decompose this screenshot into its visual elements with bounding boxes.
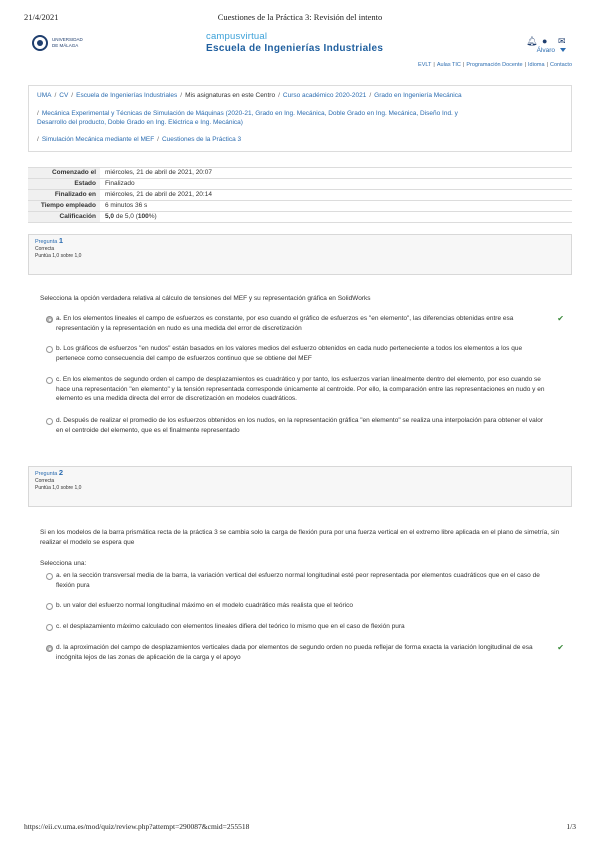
summary-row <box>28 201 572 212</box>
summary-value: 6 minutos 36 s <box>100 201 572 212</box>
summary-label: Comenzado el <box>28 168 100 179</box>
summary-value: Finalizado <box>100 179 572 190</box>
summary-value: miércoles, 21 de abril de 2021, 20:14 <box>100 190 572 201</box>
summary-row <box>28 179 572 190</box>
breadcrumb-line-3: / Simulación Mecánica mediante el MEF / Cuestiones de la Práctica 3 <box>37 136 242 143</box>
summary-label: Finalizado en <box>28 190 100 201</box>
breadcrumb-line-2: / Mecánica Experimental y Técnicas de Simulación de Máquinas (2020-21, Grado en Ing. Mecánica, Doble Grado en Ing. Mecánica, Diseño Ind. y <box>37 110 458 117</box>
breadcrumb-line-1: UMA / CV / Escuela de Ingenierías Industriales / Mis asignaturas en este Centro / Curso académico 2020-2021 / Grado en Ingeniería Mecánica <box>37 92 462 99</box>
grade-total: de 5,0 ( <box>114 213 138 220</box>
school-name: Escuela de Ingenierías Industriales <box>206 43 384 54</box>
breadcrumb-cuestiones[interactable]: Cuestiones de la Práctica 3 <box>161 136 242 143</box>
summary-label: Tiempo empleado <box>28 201 100 212</box>
bell-icon[interactable]: 🔔︎ <box>526 36 538 46</box>
breadcrumb-asignatura[interactable]: Mecánica Experimental y Técnicas de Simulación de Máquinas (2020-21, Grado en Ing. Mecánica, Doble Grado en Ing. Mecánica, Diseño Ind. y <box>41 110 458 117</box>
answer-text: b. Los gráficos de esfuerzos "en nudos" están basados en los valores medios del esfuerzo obtenidos en cada nudo perteneciente a todos los elementos a los que pertenece como consecuencia del campo de esfuerzos continuo que se obtiene del MEF <box>56 345 523 362</box>
question-1-info <box>28 234 572 275</box>
breadcrumb-asignatura-cont[interactable]: Desarrollo del producto, Doble Grado en Ing. Eléctrica e Ing. Mecánica) <box>37 119 243 126</box>
breadcrumb-cv[interactable]: CV <box>59 92 69 99</box>
answer-text: a. En los elementos lineales el campo de esfuerzos es constante, por eso cuando el gráfico de esfuerzos es "en elemento", las diferencias obtenidas entre esa representación y la representación en nudo es una medida del error de discretización <box>56 315 514 332</box>
summary-value: miércoles, 21 de abril de 2021, 20:07 <box>100 168 572 179</box>
breadcrumb-uma[interactable]: UMA <box>37 92 52 99</box>
question-2-info <box>28 466 572 507</box>
question-number: Pregunta 2 <box>35 468 64 477</box>
radio-unselected[interactable] <box>46 346 53 353</box>
breadcrumb-line-2b <box>37 118 561 127</box>
summary-row <box>28 212 572 223</box>
user-name: Álvaro <box>536 47 555 54</box>
radio-unselected[interactable] <box>46 573 53 580</box>
breadcrumb-escuela[interactable]: Escuela de Ingenierías Industriales <box>76 92 178 99</box>
print-title: Cuestiones de la Práctica 3: Revisión del intento <box>217 12 383 22</box>
question-1-body <box>28 294 572 444</box>
link-evlt[interactable]: EVLT <box>418 62 432 68</box>
breadcrumb-curso[interactable]: Curso académico 2020-2021 <box>282 92 367 99</box>
question-status: Correcta <box>35 246 55 252</box>
breadcrumb-grado[interactable]: Grado en Ingeniería Mecánica <box>374 92 462 99</box>
grade-end: %) <box>148 213 157 220</box>
university-logo[interactable] <box>32 35 84 53</box>
radio-unselected[interactable] <box>46 624 53 631</box>
question-score: Puntúa 1,0 sobre 1,0 <box>35 253 82 259</box>
answer-text: d. la aproximación del campo de desplazamientos verticales dada por elementos de segundo orden no pueda reflejar de forma exacta la variación longitudinal de esa incógnita lejos de las zonas de aplicación de la carga y el apoyo <box>56 644 533 661</box>
summary-label: Calificación <box>28 212 100 223</box>
print-footer <box>24 822 576 834</box>
link-idioma[interactable]: Idioma <box>528 62 545 68</box>
breadcrumb-mis-asignaturas[interactable]: Mis asignaturas en este Centro <box>185 92 276 99</box>
answer-text: b. un valor del esfuerzo normal longitudinal máximo en el modelo cuadrático más realista que el teórico <box>56 602 353 609</box>
radio-unselected[interactable] <box>46 418 53 425</box>
attempt-summary-table <box>28 167 572 223</box>
logo-seal-icon <box>32 35 48 51</box>
question-text: Si en los modelos de la barra prismática recta de la práctica 3 se cambia solo la carga de flexión pura por una fuerza vertical en el extremo libre aplicada en el plano de simetría, sin realizar el modelo se espera que <box>40 529 560 546</box>
user-menu[interactable] <box>537 47 566 54</box>
breadcrumb <box>28 85 572 152</box>
print-header <box>24 12 576 24</box>
site-title[interactable] <box>206 31 383 54</box>
user-icons <box>520 36 568 46</box>
check-icon: ✔ <box>557 643 564 652</box>
breadcrumb-simulacion[interactable]: Simulación Mecánica mediante el MEF <box>41 136 155 143</box>
site-header <box>28 30 572 74</box>
answer-text: c. el desplazamiento máximo calculado con elementos lineales difiera del teórico lo mismo que en el caso de flexión pura <box>56 623 405 630</box>
caret-down-icon <box>560 48 566 52</box>
print-date: 21/4/2021 <box>24 12 59 22</box>
grade-score: 5,0 <box>105 213 115 220</box>
campus-brand: campusvirtual <box>206 31 268 42</box>
summary-row <box>28 190 572 201</box>
mail-icon[interactable]: ✉︎ <box>558 36 566 46</box>
link-programacion-docente[interactable]: Programación Docente <box>466 62 523 68</box>
question-number: Pregunta 1 <box>35 236 64 245</box>
question-status: Correcta <box>35 478 55 484</box>
radio-selected[interactable] <box>46 645 53 652</box>
top-links: EVLT | Aulas TIC | Programación Docente | Idioma | Contacto <box>418 62 572 68</box>
grade-percent: 100 <box>137 213 149 220</box>
radio-unselected[interactable] <box>46 377 53 384</box>
answer-text: a. en la sección transversal media de la barra, la variación vertical del esfuerzo normal longitudinal esté peor representada por elementos cuadráticos que en el caso de flexión pura <box>56 572 540 589</box>
question-2-body <box>28 528 572 698</box>
select-one-prompt: Selecciona una: <box>40 560 87 567</box>
chat-icon[interactable]: ● <box>542 36 548 46</box>
print-url: https://eii.cv.uma.es/mod/quiz/review.php?attempt=290087&cmid=255518 <box>24 822 250 831</box>
question-text: Selecciona la opción verdadera relativa al cálculo de tensiones del MEF y su representación gráfica en SolidWorks <box>40 295 371 302</box>
link-contacto[interactable]: Contacto <box>549 62 572 68</box>
summary-value <box>100 212 572 223</box>
radio-unselected[interactable] <box>46 603 53 610</box>
logo-text: UNIVERSIDAD DE MÁLAGA <box>52 37 83 48</box>
summary-label: Estado <box>28 179 100 190</box>
answer-text: c. En los elementos de segundo orden el campo de desplazamientos es cuadrático y por tanto, los esfuerzos varían linealmente dentro del elemento, por eso cuando se hace una representación "en elemento" y la tensión representada corresponde únicamente al centroide. Por ello, la comparación entre las representaciones en nudo y en elemento es una medida directa del error de discretización en modelos cuadráticos. <box>56 376 545 402</box>
question-score: Puntúa 1,0 sobre 1,0 <box>35 485 82 491</box>
link-aulas-tic[interactable]: Aulas TIC <box>436 62 461 68</box>
radio-selected[interactable] <box>46 316 53 323</box>
check-icon: ✔ <box>557 314 564 323</box>
print-page-number: 1/3 <box>566 822 576 831</box>
summary-row <box>28 168 572 179</box>
answer-text: d. Después de realizar el promedio de los esfuerzos obtenidos en los nudos, en la representación gráfica "en elemento" se realiza una interpolación para obtener el valor en el centroide del elemento, que es el finalmente representado <box>56 417 543 434</box>
